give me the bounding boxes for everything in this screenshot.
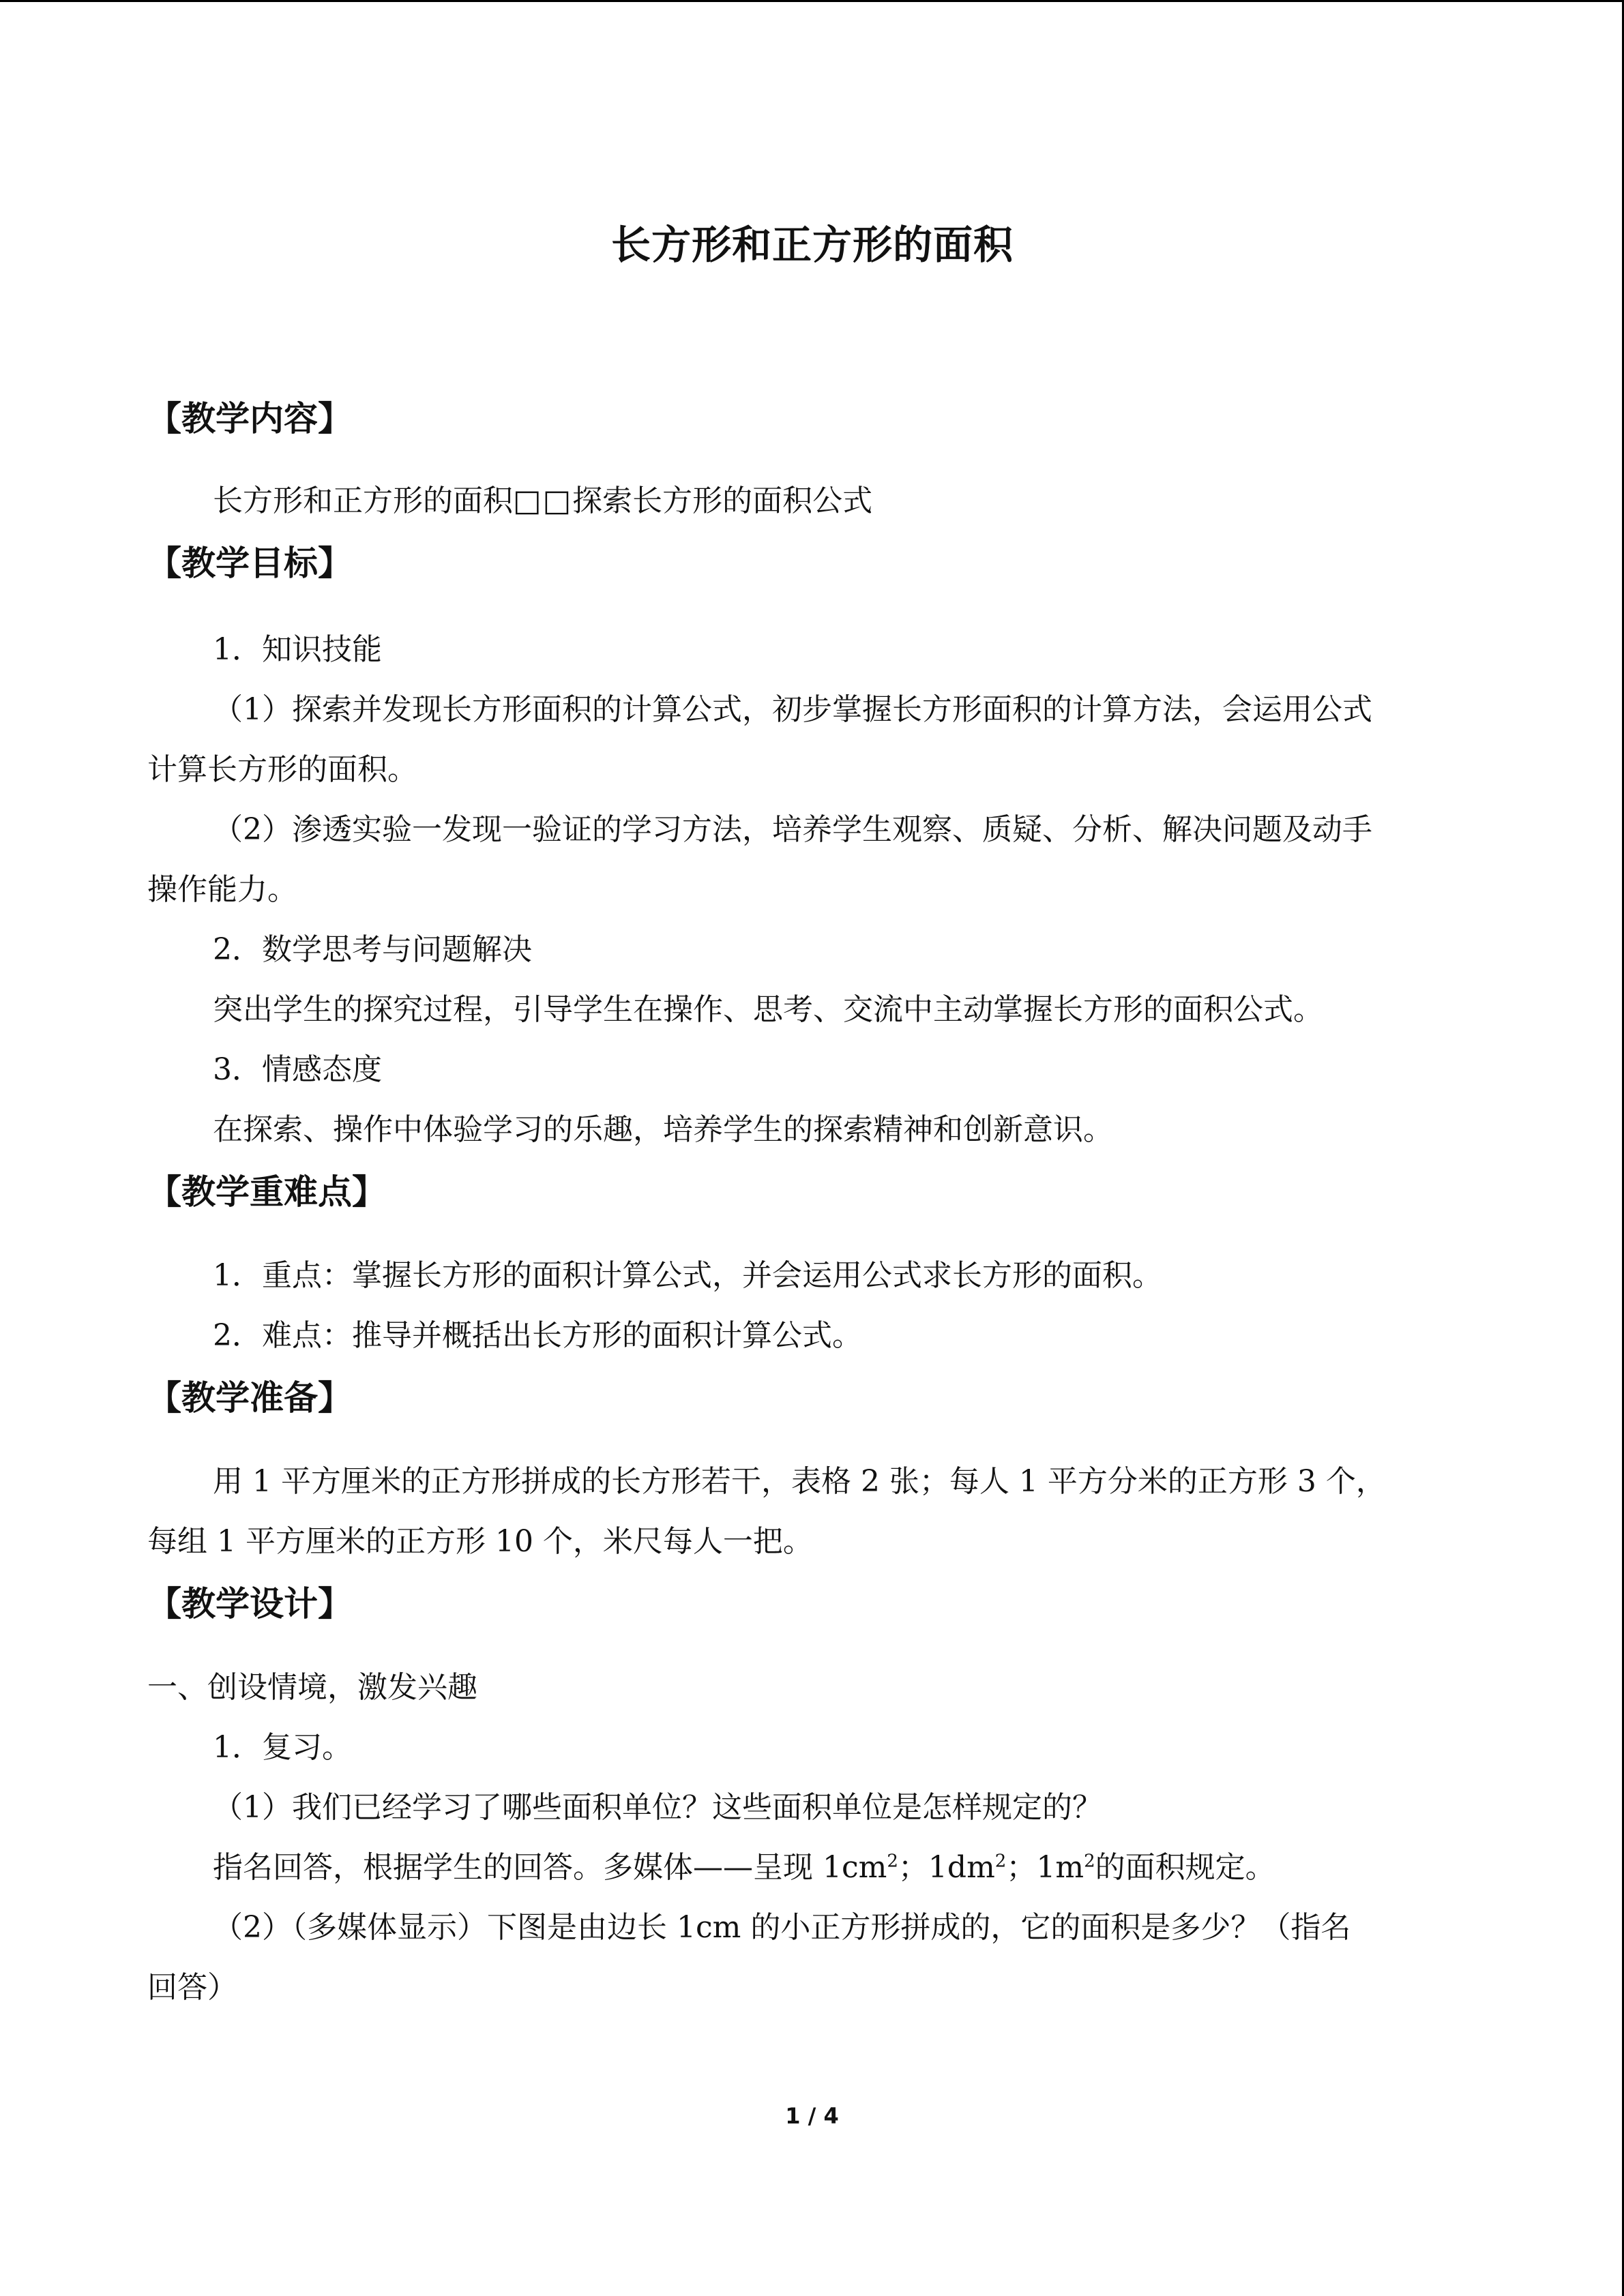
answer-text-c: ；1m [1006, 1850, 1084, 1885]
heading-goals: 【教学目标】 [147, 543, 352, 583]
design-answer-1 [213, 1843, 1275, 1886]
content-text-after: 探索长方形的面积公式 [572, 483, 873, 518]
heading-content: 【教学内容】 [147, 399, 352, 438]
answer-text-b: ；1dm [898, 1850, 995, 1885]
superscript-m: 2 [1084, 1851, 1095, 1872]
page-number: 1 / 4 [785, 2103, 839, 2129]
goals-p2-line1: （2）渗透实验一发现一验证的学习方法，培养学生观察、质疑、分析、解决问题及动手 [213, 812, 1372, 847]
goals-knowledge-title: 1．知识技能 [213, 632, 382, 667]
design-question-2-line2: 回答） [147, 1970, 237, 2005]
prep-line2: 每组 1 平方厘米的正方形 10 个，米尺每人一把。 [147, 1524, 813, 1559]
superscript-cm: 2 [887, 1851, 898, 1872]
goals-p2-line2: 操作能力。 [147, 872, 297, 907]
goals-attitude-title: 3．情感态度 [213, 1052, 382, 1087]
design-question-2-line1: （2）（多媒体显示）下图是由边长 1cm 的小正方形拼成的，它的面积是多少？（指名 [213, 1910, 1351, 1945]
goals-attitude-text: 在探索、操作中体验学习的乐趣，培养学生的探索精神和创新意识。 [213, 1112, 1113, 1147]
page-top-border [0, 0, 1624, 2]
design-question-1: （1）我们已经学习了哪些面积单位？这些面积单位是怎样规定的？ [213, 1790, 1102, 1825]
prep-line1: 用 1 平方厘米的正方形拼成的长方形若干，表格 2 张；每人 1 平方分米的正方形 3 个， [213, 1464, 1386, 1499]
answer-text-d: 的面积规定。 [1095, 1850, 1275, 1885]
superscript-dm: 2 [994, 1851, 1007, 1872]
heading-keypoints: 【教学重难点】 [147, 1172, 386, 1212]
goals-thinking-title: 2．数学思考与问题解决 [213, 932, 532, 967]
keypoint-difficulty: 2．难点：推导并概括出长方形的面积计算公式。 [213, 1318, 862, 1353]
goals-p1-line1: （1）探索并发现长方形面积的计算公式，初步掌握长方形面积的计算方法，会运用公式 [213, 692, 1372, 727]
heading-design: 【教学设计】 [147, 1584, 352, 1624]
document-title: 长方形和正方形的面积 [610, 222, 1014, 268]
content-text [213, 476, 872, 520]
keypoint-focus: 1．重点：掌握长方形的面积计算公式，并会运用公式求长方形的面积。 [213, 1258, 1162, 1293]
goals-thinking-text: 突出学生的探究过程，引导学生在操作、思考、交流中主动掌握长方形的面积公式。 [213, 992, 1323, 1027]
answer-text-a: 指名回答，根据学生的回答。多媒体——呈现 1cm [213, 1850, 887, 1885]
goals-p1-line2: 计算长方形的面积。 [147, 752, 417, 787]
heading-prep: 【教学准备】 [147, 1378, 352, 1418]
design-section-1: 一、创设情境，激发兴趣 [147, 1670, 477, 1705]
placeholder-boxes: □□ [513, 483, 573, 518]
content-text-before: 长方形和正方形的面积 [213, 483, 513, 518]
design-review: 1．复习。 [213, 1730, 352, 1765]
